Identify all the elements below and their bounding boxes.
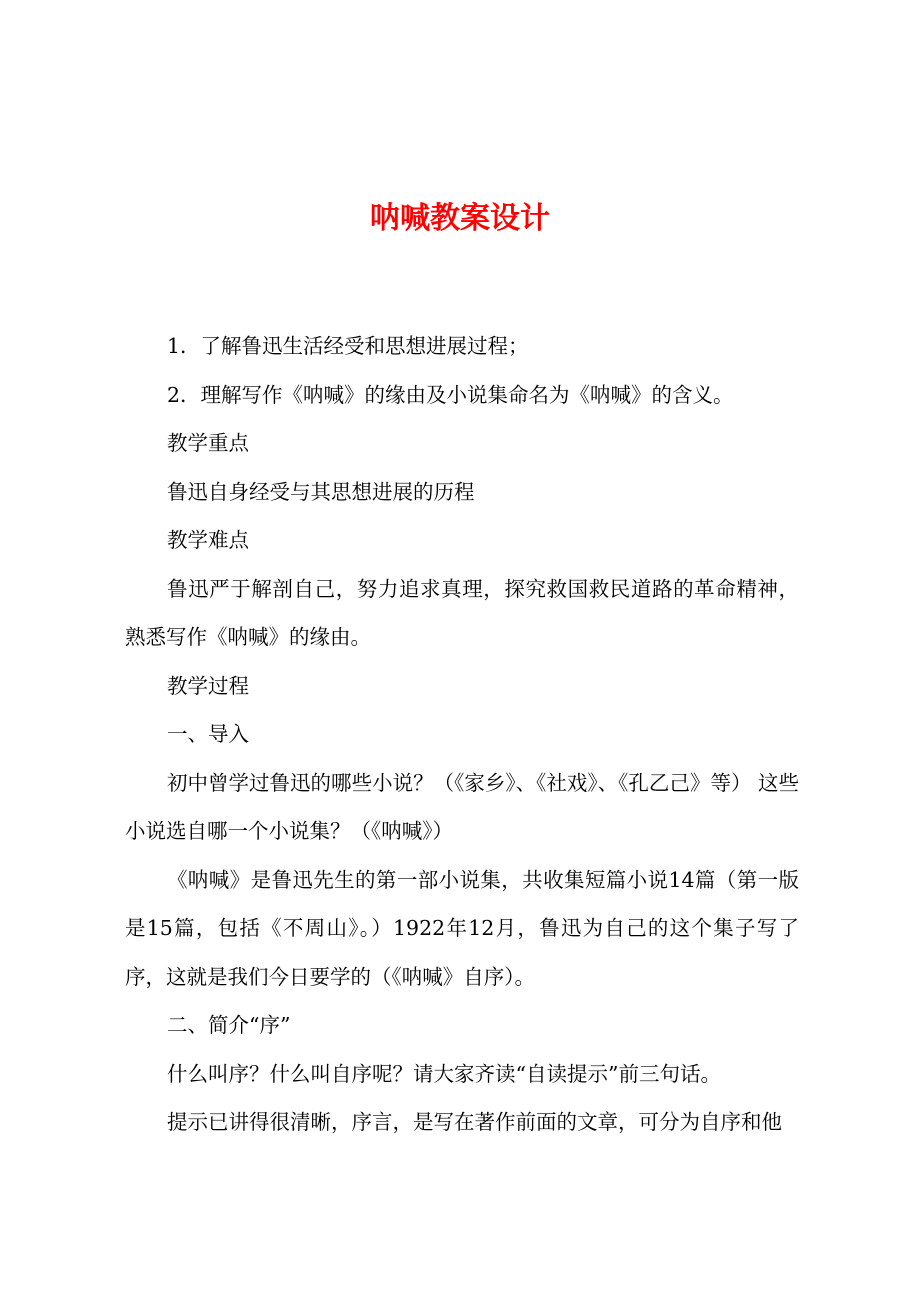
heading-difficult-points: 教学难点 [167,528,249,552]
paragraph-difficult-points: 鲁迅严于解剖自己，努力追求真理，探究救国救民道路的革命精神，熟悉写作《呐喊》的缘由。 [125,576,799,649]
paragraph-preface-question: 什么叫序？什么叫自序呢？请大家齐读“自读提示”前三句话。 [167,1061,721,1086]
document-body [125,322,799,1147]
document-title: 呐喊教案设计 [370,201,550,236]
paragraph-nahan-collection: 《呐喊》是鲁迅先生的第一部小说集，共收集短篇小说14篇（第一版是15篇，包括《不周山》。）1922年12月，鲁迅为自己的这个集子写了序，这就是我们今日要学的（《呐喊》自序）。 [125,867,799,989]
heading-introduction: 一、导入 [167,722,249,746]
paragraph-key-points: 鲁迅自身经受与其思想进展的历程 [167,479,475,504]
heading-teaching-process: 教学过程 [167,673,249,698]
paragraph-goal-1: 1．了解鲁迅生活经受和思想进展过程； [167,334,529,358]
heading-key-points: 教学重点 [167,431,249,455]
paragraph-preface-explanation: 提示已讲得很清晰，序言，是写在著作前面的文章，可分为自序和他 [167,1110,782,1134]
paragraph-goal-2: 2．理解写作《呐喊》的缘由及小说集命名为《呐喊》的含义。 [167,382,734,407]
paragraph-introduction-question: 初中曾学过鲁迅的哪些小说？（《家乡》、《社戏》、《孔乙己》等） 这些小说选自哪一个小说集？（《呐喊》） [125,770,799,843]
heading-preface-intro: 二、简介“序” [167,1013,291,1037]
